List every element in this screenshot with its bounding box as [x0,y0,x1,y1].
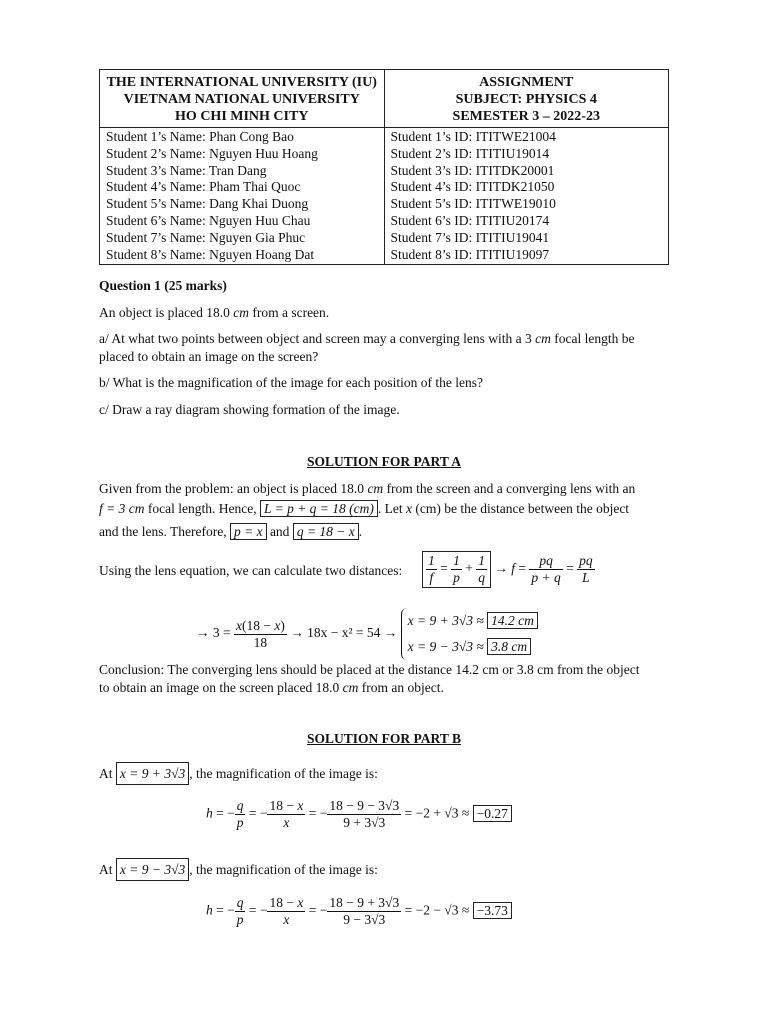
text: An object is placed 18.0 [99,305,234,320]
student-id: Student 5’s ID: ITITWE19010 [390,196,556,212]
student-id: Student 2’s ID: ITITIU19014 [390,145,550,161]
question-part-a [99,330,669,366]
question-intro [99,304,669,322]
student-name: Student 2’s Name: Nguyen Huu Hoang [106,145,318,161]
quadratic-equation: → 3 = $\frac{x(18 - x)}{18}$ → 18x − x² = 54 → x = 9 + 3√3 ≈ 14.2 cm x = 9 − 3√3 ≈ 3.8 cm [196,608,538,660]
student-id: Student 4’s ID: ITITDK21050 [390,179,555,195]
student-id: Student 6’s ID: ITITIU20174 [390,212,550,228]
root-2-value: 3.8 cm [487,638,531,655]
result-2: = −2 − √3 ≈ [404,902,470,918]
unit: cm [367,481,384,496]
text: Given from the problem: an object is placed 18.0 [99,481,368,496]
assignment-line-1: ASSIGNMENT [479,75,574,90]
solution-b-heading: SOLUTION FOR PART B [307,731,461,746]
x-var: x [406,501,413,516]
university-line-3: HO CHI MINH CITY [175,109,309,124]
student-name: Student 8’s Name: Nguyen Hoang Dat [106,246,315,262]
student-ids-cell [384,128,669,265]
text: to obtain an image on the screen placed 18.0 [99,680,343,695]
case-1-intro [99,765,669,783]
root-1: x = 9 + 3√3 ≈ [407,613,484,628]
text: . Let [377,501,407,516]
university-line-2: VIETNAM NATIONAL UNIVERSITY [123,92,360,107]
case-2-intro [99,861,669,879]
magnification-2: h = − $\frac{q}{p}$ = − $\frac{18 - x}{x}$ = − $\frac{18 - 9 + 3√3}{9 - 3√3}$ = −2 − √3 ≈ −3.73 [206,895,512,928]
boxed-x1: x = 9 + 3√3 [116,762,189,785]
text: and [266,524,293,539]
boxed-x2: x = 9 − 3√3 [116,858,189,881]
result-1: = −2 + √3 ≈ [404,805,470,821]
university-cell [100,70,385,128]
text: focal length. Hence, [144,501,260,516]
question-part-b: b/ What is the magnification of the image for each position of the lens? [99,375,484,390]
text: (cm) be the distance between the object [412,501,630,516]
quadratic-mid: → 18x − x² = 54 → [290,625,398,641]
question-part-c: c/ Draw a ray diagram showing formation of the image. [99,402,400,417]
header-table [99,69,669,265]
assignment-line-2: SUBJECT: PHYSICS 4 [455,92,597,107]
student-id: Student 1’s ID: ITITWE21004 [390,129,556,144]
unit: cm [535,331,551,346]
student-name: Student 4’s Name: Pham Thai Quoc [106,179,301,195]
text: from an object. [358,680,444,695]
student-name: Student 1’s Name: Phan Cong Bao [106,129,294,144]
value-2: −3.73 [473,902,512,919]
assignment-cell [384,70,669,128]
magnification-1: h = − $\frac{q}{p}$ = − $\frac{18 - x}{x}$ = − $\frac{18 - 9 - 3√3}{9 + 3√3}$ = −2 + √3 ≈ −0.27 [206,798,512,831]
student-names-cell [100,128,385,265]
text: from the screen and a converging lens with an [383,481,636,496]
given-line-3: and the lens. Therefore, p = x and q = 18 − x . [99,524,363,539]
student-name: Student 3’s Name: Tran Dang [106,162,267,178]
student-name: Student 7’s Name: Nguyen Gia Phuc [106,229,306,245]
text: , the magnification of the image is: [189,766,378,781]
solution-a-heading: SOLUTION FOR PART A [307,454,461,469]
given-line-2 [99,500,669,518]
text: focal length be placed to obtain an image on the screen? [99,331,635,364]
student-id: Student 7’s ID: ITITIU19041 [390,229,550,245]
unit: cm [233,305,249,320]
lens-equation-text: Using the lens equation, we can calculate two distances: [99,563,403,578]
value-1: −0.27 [473,805,512,822]
student-name: Student 6’s Name: Nguyen Huu Chau [106,212,311,228]
roots [401,608,538,660]
text: a/ At what two points between object and screen may a converging lens with a 3 [99,331,536,346]
student-id: Student 3’s ID: ITITDK20001 [390,162,555,178]
lens-equation: $\frac{1}{f}$ = $\frac{1}{p}$ + $\frac{1}{q}$ → f = $\frac{pq}{p + q}$ = $\frac{pq}{L}$ [422,551,595,588]
text: , the magnification of the image is: [189,862,378,877]
unit: cm [342,680,359,695]
student-id: Student 8’s ID: ITITIU19097 [390,246,550,262]
conclusion-line-1: Conclusion: The converging lens should be placed at the distance 14.2 cm or 3.8 cm from the object [99,662,640,677]
boxed-L-equation: L = p + q = 18 (cm) [260,500,378,517]
f-expr: f = 3 [99,501,129,516]
university-line-1: THE INTERNATIONAL UNIVERSITY (IU) [106,75,377,90]
student-name: Student 5’s Name: Dang Khai Duong [106,196,309,212]
conclusion-line-2 [99,679,669,697]
text: from a screen. [248,305,330,320]
text: and the lens. Therefore, [99,524,230,539]
unit: cm [128,501,145,516]
given-line-1 [99,480,669,498]
boxed-p-equation: p = x [230,523,267,540]
text: At [99,862,116,877]
text: At [99,766,116,781]
root-1-value: 14.2 cm [487,612,538,629]
boxed-q-equation: q = 18 − x [293,523,359,540]
assignment-line-3: SEMESTER 3 – 2022-23 [452,109,600,124]
root-2: x = 9 − 3√3 ≈ [407,639,484,654]
question-title: Question 1 (25 marks) [99,278,227,293]
